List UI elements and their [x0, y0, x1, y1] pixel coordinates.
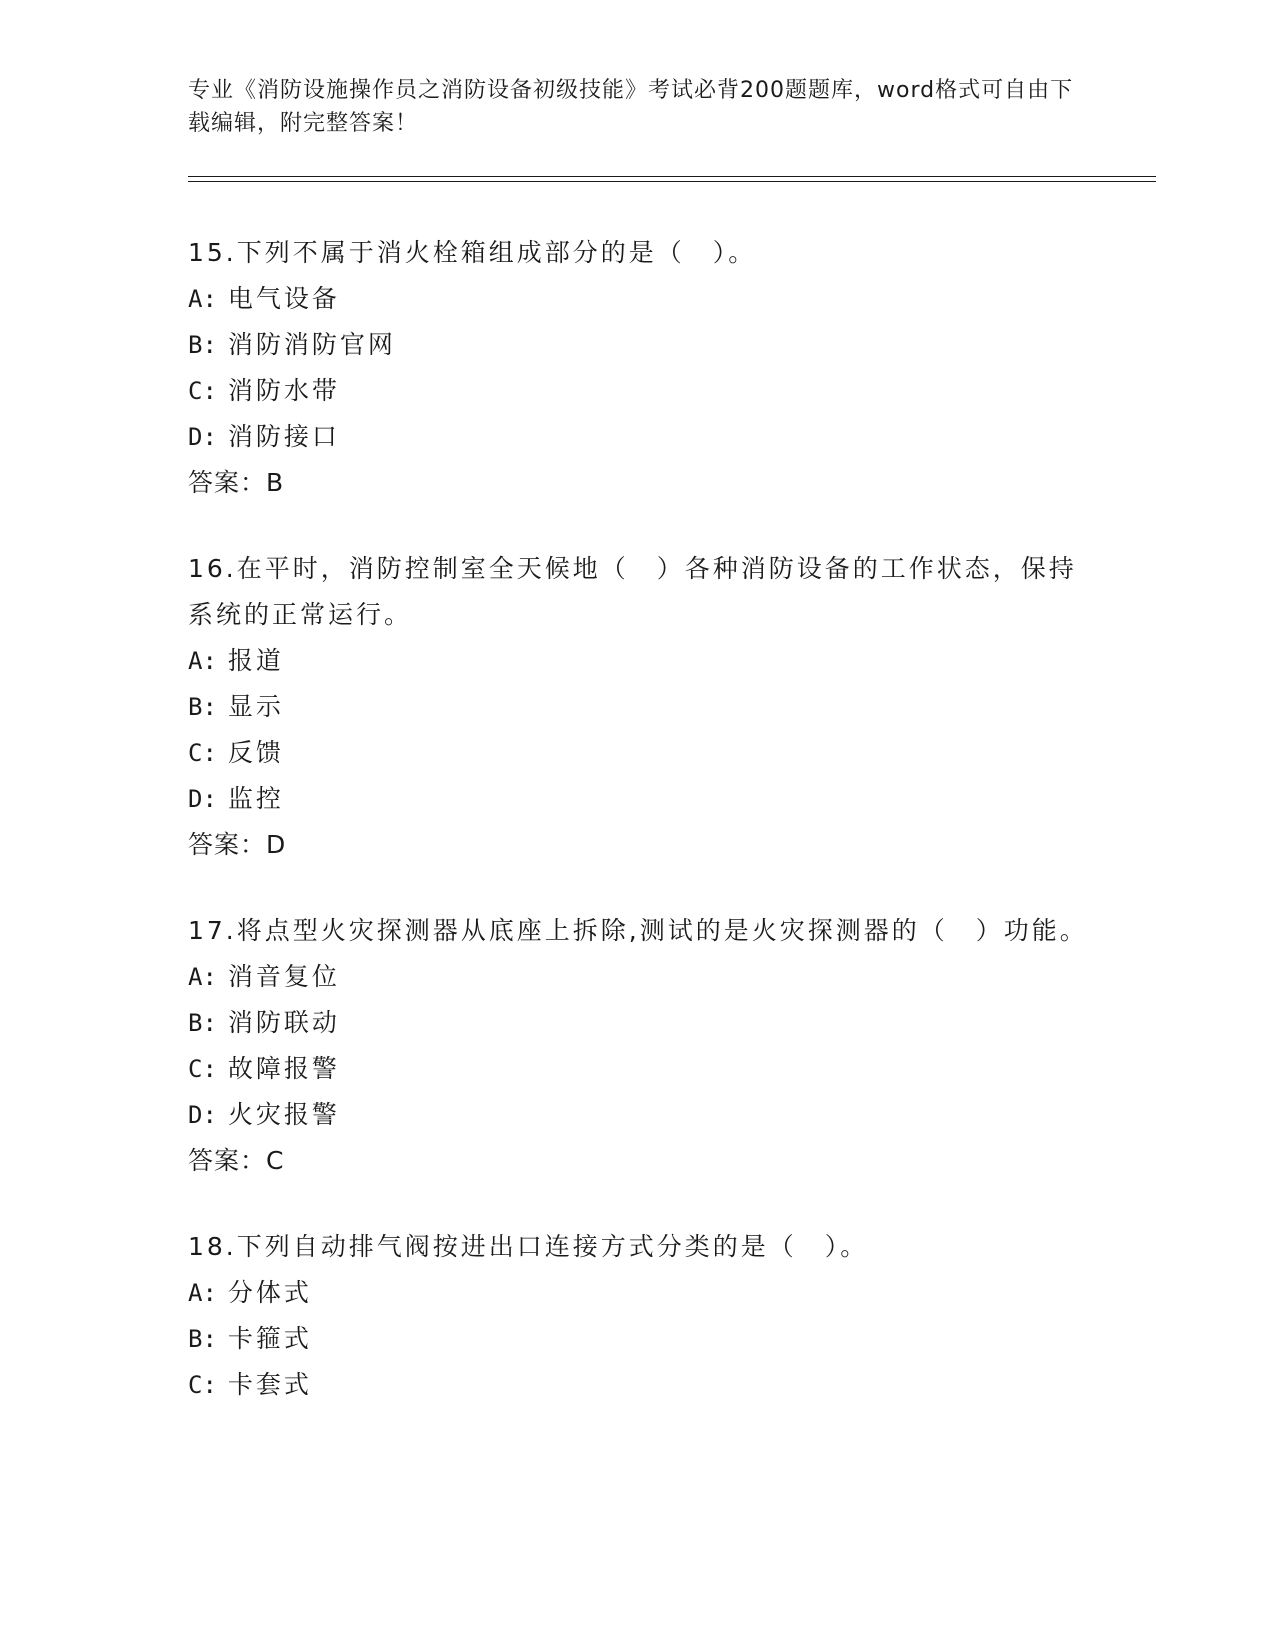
option-text: 消防消防官网 — [227, 330, 396, 359]
option-d — [188, 414, 1088, 460]
option-letter: A: — [188, 647, 217, 675]
option-c — [188, 368, 1088, 414]
option-text: 故障报警 — [227, 1054, 340, 1083]
option-d — [188, 776, 1088, 822]
option-a — [188, 638, 1088, 684]
option-c — [188, 730, 1088, 776]
option-c — [188, 1362, 1088, 1408]
option-letter: B: — [188, 1325, 217, 1353]
option-letter: C: — [188, 377, 217, 405]
option-a — [188, 1270, 1088, 1316]
question-17 — [188, 908, 1088, 1184]
option-b — [188, 684, 1088, 730]
question-list — [188, 230, 1088, 1448]
question-stem: 17.将点型火灾探测器从底座上拆除,测试的是火灾探测器的（ ）功能。 — [188, 916, 1088, 945]
option-letter: B: — [188, 331, 217, 359]
option-d — [188, 1092, 1088, 1138]
option-text: 消音复位 — [227, 962, 340, 991]
option-letter: D: — [188, 785, 217, 813]
option-letter: C: — [188, 1055, 217, 1083]
answer-line: 答案：B — [188, 468, 285, 497]
option-text: 分体式 — [227, 1278, 312, 1307]
answer-line: 答案：D — [188, 830, 287, 859]
option-letter: D: — [188, 1101, 217, 1129]
question-stem: 15.下列不属于消火栓箱组成部分的是（ ）。 — [188, 238, 757, 267]
option-c — [188, 1046, 1088, 1092]
option-letter: D: — [188, 423, 217, 451]
option-letter: C: — [188, 1371, 217, 1399]
option-a — [188, 276, 1088, 322]
option-text: 反馈 — [227, 738, 284, 767]
header-divider-bottom — [188, 181, 1156, 182]
question-16 — [188, 546, 1088, 868]
option-text: 电气设备 — [227, 284, 340, 313]
document-header: 专业《消防设施操作员之消防设备初级技能》考试必背200题题库，word格式可自由下载编辑，附完整答案！ — [188, 78, 1074, 136]
option-text: 报道 — [227, 646, 284, 675]
option-letter: A: — [188, 1279, 217, 1307]
option-letter: A: — [188, 963, 217, 991]
option-b — [188, 1316, 1088, 1362]
option-b — [188, 322, 1088, 368]
header-divider-top — [188, 176, 1156, 177]
question-18 — [188, 1224, 1088, 1408]
option-text: 消防水带 — [227, 376, 340, 405]
option-text: 显示 — [227, 692, 284, 721]
answer-line: 答案：C — [188, 1146, 285, 1175]
option-letter: B: — [188, 1009, 217, 1037]
question-stem: 18.下列自动排气阀按进出口连接方式分类的是（ ）。 — [188, 1232, 869, 1261]
option-b — [188, 1000, 1088, 1046]
question-stem: 16.在平时，消防控制室全天候地（ ）各种消防设备的工作状态，保持系统的正常运行。 — [188, 554, 1077, 629]
option-letter: C: — [188, 739, 217, 767]
option-text: 卡套式 — [227, 1370, 312, 1399]
option-letter: A: — [188, 285, 217, 313]
option-a — [188, 954, 1088, 1000]
option-text: 消防联动 — [227, 1008, 340, 1037]
option-text: 火灾报警 — [227, 1100, 340, 1129]
option-text: 监控 — [227, 784, 284, 813]
option-text: 消防接口 — [227, 422, 340, 451]
question-15 — [188, 230, 1088, 506]
option-letter: B: — [188, 693, 217, 721]
option-text: 卡箍式 — [227, 1324, 312, 1353]
